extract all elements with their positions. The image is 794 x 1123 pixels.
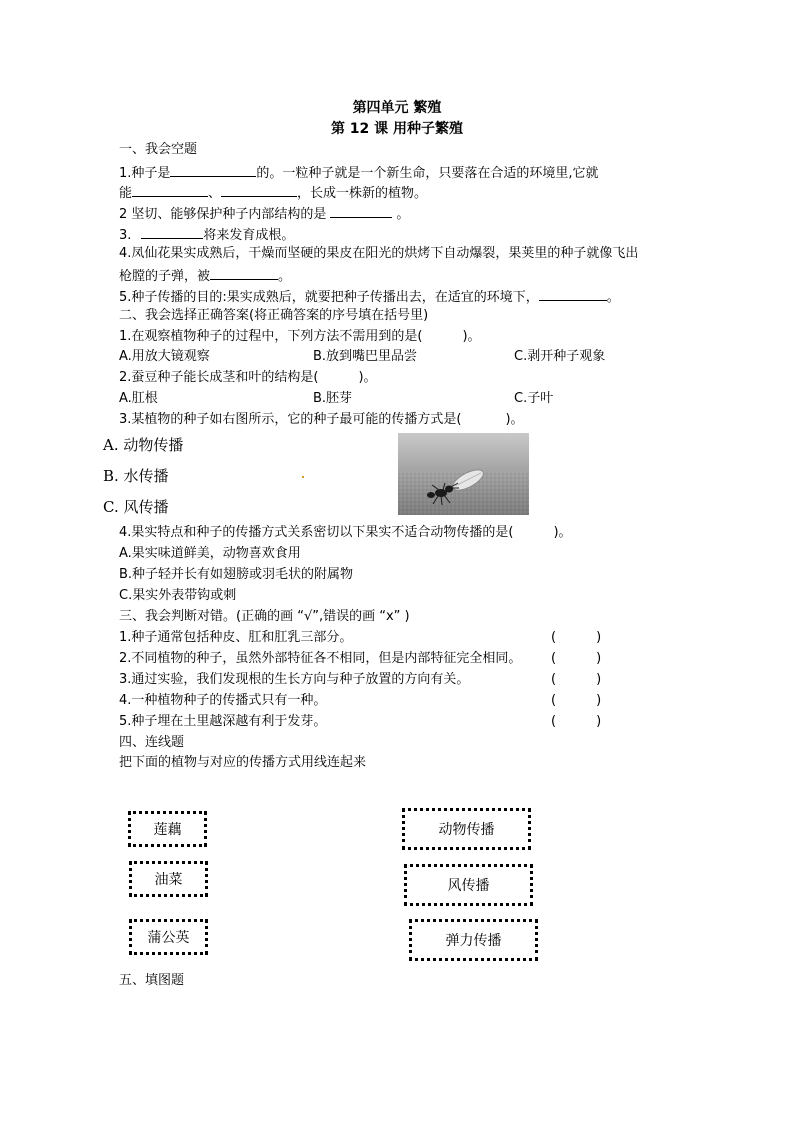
- s1-q5: [119, 286, 620, 307]
- answer-blank[interactable]: [141, 224, 203, 239]
- s2-q2-end: )。: [358, 370, 377, 385]
- s3-item-2: 2.不同植物的种子，虽然外部特征各不相同，但是内部特征完全相同。: [119, 651, 522, 666]
- s2-q2-text: 2.蚕豆种子能长成茎和叶的结构是(: [119, 370, 319, 385]
- section-4-heading: 四、连线题: [119, 735, 185, 750]
- s1-q1-text-c: 能: [119, 186, 133, 201]
- answer-blank[interactable]: [210, 265, 278, 280]
- s2-q1: [119, 328, 481, 346]
- s2-q1-option-a: A.用放大镜观察: [119, 349, 210, 364]
- answer-blank[interactable]: [221, 182, 297, 197]
- s3-answer-1[interactable]: ( ): [551, 630, 602, 645]
- method-box-wind[interactable]: 风传播: [404, 864, 533, 906]
- s3-item-1: 1.种子通常包括种皮、肛和肛乳三部分。: [119, 630, 353, 645]
- s3-answer-2[interactable]: ( ): [551, 651, 602, 666]
- s2-q4-end: )。: [553, 525, 572, 540]
- method-box-elastic[interactable]: 弹力传播: [409, 919, 538, 961]
- s1-q3: [119, 224, 294, 245]
- unit-title: 第四单元 繁殖: [352, 100, 442, 116]
- s3-item-3: 3.通过实验，我们发现根的生长方向与种子放置的方向有关。: [119, 672, 470, 687]
- answer-blank[interactable]: [330, 203, 392, 218]
- s1-q4-line2: [119, 265, 291, 286]
- s2-q4-option-a: A.果实味道鲜美，动物喜欢食用: [119, 546, 301, 561]
- s2-q4-option-c: C.果实外表带钩或刺: [119, 588, 237, 603]
- s1-q4-line1: 4.凤仙花果实成熟后，干燥而坚硬的果皮在阳光的烘烤下自动爆裂，果荚里的种子就像飞出: [119, 246, 639, 261]
- s2-q1-text: 1.在观察植物种子的过程中，下列方法不需用到的是(: [119, 329, 423, 344]
- section-1-heading: 一、我会空题: [119, 142, 198, 157]
- plant-box-dandelion[interactable]: 蒲公英: [129, 919, 208, 955]
- section-2-heading: 二、我会选择正确答案(将正确答案的序号填在括号里): [119, 308, 429, 323]
- s3-answer-5[interactable]: ( ): [551, 714, 602, 729]
- s2-q2: [119, 369, 377, 387]
- answer-blank[interactable]: [132, 182, 208, 197]
- s2-q3-option-b: B. 水传播: [103, 467, 169, 485]
- ant-seed-illustration: [398, 433, 529, 515]
- lesson-title: 第 12 课 用种子繁殖: [330, 121, 464, 137]
- s1-q1-text-e: ，长成一株新的植物。: [297, 186, 428, 201]
- s1-q4-text-a: 枪膛的子弹，被: [119, 269, 211, 284]
- s1-q2-text-a: 2 坚切、能够保护种子内部结构的是: [119, 207, 327, 222]
- s1-q5-text-a: 5.种子传播的目的:果实成熟后，就要把种子传播出去，在适宜的环境下，: [119, 290, 539, 305]
- s2-q2-option-a: A.肛根: [119, 391, 158, 406]
- s2-q1-option-b: B.放到嘴巴里品尝: [313, 349, 418, 364]
- s2-q4-text: 4.果实特点和种子的传播方式关系密切以下果实不适合动物传播的是(: [119, 525, 514, 540]
- s1-q1-line1: [119, 162, 599, 183]
- answer-blank[interactable]: [539, 286, 607, 301]
- s1-q3-text-a: 3.: [119, 228, 132, 243]
- s3-item-4: 4.一种植物种子的传播式只有一种。: [119, 693, 327, 708]
- s3-item-5: 5.种子埋在土里越深越有利于发芽。: [119, 714, 327, 729]
- s2-q3-option-a: A. 动物传播: [103, 436, 184, 454]
- s2-q2-option-c: C.子叶: [514, 391, 554, 406]
- s2-q2-option-b: B.胚芽: [313, 391, 353, 406]
- stray-dot: [302, 476, 304, 478]
- section-5-heading: 五、填图题: [119, 973, 185, 988]
- s1-q1-text-b: 的。一粒种子就是一个新生命，只要落在合适的环境里,它就: [256, 166, 599, 181]
- s4-instruction: 把下面的植物与对应的传播方式用线连起来: [119, 755, 367, 770]
- s2-q3-end: )。: [505, 412, 524, 427]
- s2-q3-option-c: C. 风传播: [103, 498, 169, 516]
- s2-q4: [119, 524, 572, 542]
- s1-q2-text-b: 。: [396, 207, 410, 222]
- s2-q3: [119, 411, 524, 429]
- s1-q1-text-a: 1.种子是: [119, 166, 171, 181]
- ant-seed-photo: [398, 433, 529, 515]
- s2-q1-end: )。: [462, 329, 481, 344]
- method-box-animal[interactable]: 动物传播: [402, 808, 531, 850]
- s3-answer-3[interactable]: ( ): [551, 672, 602, 687]
- s1-q2: [119, 203, 409, 224]
- s3-answer-4[interactable]: ( ): [551, 693, 602, 708]
- s2-q4-option-b: B.种子轻并长有如翅膀或羽毛状的附属物: [119, 567, 354, 582]
- answer-blank[interactable]: [170, 162, 256, 177]
- section-3-heading: 三、我会判断对错。(正确的画 “√”,错误的画 “x” ): [119, 609, 410, 624]
- s1-q3-text-b: 将来发育成根。: [203, 228, 295, 243]
- s1-q1-text-d: 、: [208, 186, 222, 201]
- s2-q3-text: 3.某植物的种子如右图所示，它的种子最可能的传播方式是(: [119, 412, 462, 427]
- plant-box-lotus-root[interactable]: 莲藕: [128, 811, 207, 847]
- s2-q1-option-c: C.剥开种子观象: [514, 349, 606, 364]
- plant-box-rapeseed[interactable]: 油菜: [129, 861, 208, 897]
- s1-q4-text-b: 。: [278, 269, 292, 284]
- s1-q5-text-b: 。: [606, 290, 620, 305]
- s1-q1-line2: [119, 182, 427, 203]
